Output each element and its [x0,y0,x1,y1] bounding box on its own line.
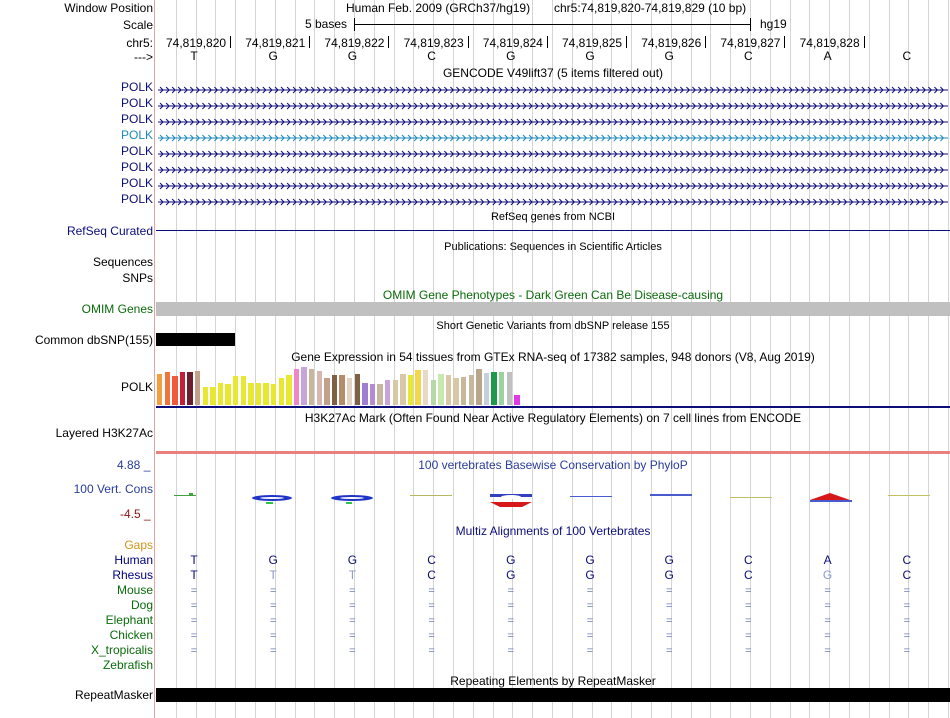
gencode-transcript[interactable] [158,179,948,187]
multiz-base: = [903,630,911,642]
repeatmasker-feature-bar[interactable] [156,688,950,702]
multiz-base: = [269,615,277,627]
multiz-base: C [744,553,753,567]
gtex-tissue-bar[interactable] [187,372,192,405]
coordinate-label[interactable]: 74,819,822 [324,36,385,50]
gencode-gene-label[interactable]: POLK [120,128,153,142]
multiz-base: G [664,553,674,567]
coordinate-label[interactable]: 74,819,825 [562,36,623,50]
gtex-gene-model-line [156,406,950,408]
base-letter: T [190,49,198,63]
gtex-tissue-bar[interactable] [385,380,390,405]
gtex-tissue-bar[interactable] [241,376,246,405]
coordinate-label[interactable]: 74,819,824 [482,36,543,50]
base-letter: G [268,49,278,63]
coordinate-label[interactable]: 74,819,827 [720,36,781,50]
multiz-base: = [745,630,752,642]
base-letter: C [427,49,436,63]
gtex-tissue-bar[interactable] [438,374,443,405]
gtex-tissue-bar[interactable] [491,372,496,405]
multiz-base: G [585,568,595,582]
multiz-base: = [665,630,673,642]
dbsnp-variant-bar[interactable] [156,333,235,346]
gencode-gene-label[interactable]: POLK [120,80,153,94]
multiz-base: T [269,568,277,582]
conservation-logo [156,485,950,511]
omim-label[interactable]: OMIM Genes [81,302,153,316]
multiz-base: C [902,553,912,567]
multiz-base: = [586,645,594,657]
multiz-species-label[interactable]: Dog [130,598,153,612]
gtex-tissue-bar[interactable] [423,370,428,405]
multiz-base: = [507,585,515,597]
scale-bar-left-tick [354,18,355,31]
gtex-tissue-bar[interactable] [157,374,162,405]
coordinate-label[interactable]: 74,819,820 [166,36,227,50]
gtex-gene-label[interactable]: POLK [120,380,153,394]
strand-label: ---> [134,50,153,64]
coordinate-tick [705,36,706,48]
multiz-species-label[interactable]: Zebrafish [102,658,153,672]
h3k27ac-label[interactable]: Layered H3K27Ac [55,426,153,440]
gencode-gene-label[interactable]: POLK [120,176,153,190]
gtex-tissue-bar[interactable] [210,387,215,405]
multiz-base: = [428,630,435,642]
multiz-base: = [824,645,831,657]
multiz-base: T [190,568,198,582]
assembly-text[interactable]: Human Feb. 2009 (GRCh37/hg19) [346,1,531,15]
repeatmasker-label[interactable]: RepeatMasker [74,688,153,702]
gencode-transcript[interactable] [158,115,948,123]
coordinate-tick [864,36,865,48]
publications-track-title[interactable]: Publications: Sequences in Scientific Articles [444,241,662,253]
gtex-track-title[interactable]: Gene Expression in 54 tissues from GTEx RNA-seq of 17382 samples, 948 donors (V8, Aug 2019) [291,350,815,364]
multiz-base: G [506,553,516,567]
multiz-track-title[interactable]: Multiz Alignments of 100 Vertebrates [455,524,651,538]
gencode-gene-label[interactable]: POLK [120,112,153,126]
h3k27ac-track-title[interactable]: H3K27Ac Mark (Often Found Near Active Regulatory Elements) on 7 cell lines from ENCODE [304,411,802,425]
multiz-base: = [428,585,435,597]
gencode-gene-label[interactable]: POLK [120,160,153,174]
gtex-tissue-bar[interactable] [218,383,223,405]
gencode-transcript[interactable] [158,131,948,139]
base-letter: G [664,49,674,63]
gaps-label[interactable]: Gaps [124,538,153,552]
gtex-tissue-bar[interactable] [408,375,413,405]
multiz-base: T [190,553,198,567]
gtex-tissue-bar[interactable] [393,380,398,405]
coordinate-label[interactable]: 74,819,828 [799,36,860,50]
conservation-ymax: 4.88 _ [117,458,151,472]
gtex-tissue-bar[interactable] [370,384,375,405]
multiz-species-label[interactable]: Elephant [105,613,153,627]
coordinate-label[interactable]: 74,819,821 [245,36,306,50]
multiz-base: = [586,600,594,612]
gtex-tissue-bar[interactable] [324,378,329,405]
scale-text: 5 bases [305,17,348,31]
multiz-base: = [428,615,435,627]
scale-db: hg19 [760,17,787,31]
multiz-base: = [903,615,911,627]
gtex-tissue-bar[interactable] [484,373,489,405]
gtex-tissue-bar[interactable] [377,384,382,405]
coordinate-tick [230,36,231,48]
multiz-base: = [665,600,673,612]
multiz-base: G [664,568,674,582]
multiz-base: = [190,600,198,612]
multiz-base: = [428,645,435,657]
gtex-tissue-bar[interactable] [248,383,253,405]
gencode-transcript[interactable] [158,83,948,91]
gencode-track-title[interactable]: GENCODE V49lift37 (5 items filtered out) [442,66,664,80]
gtex-tissue-bar[interactable] [195,371,200,405]
multiz-base: = [507,630,515,642]
refseq-label[interactable]: RefSeq Curated [66,224,153,238]
gencode-transcript[interactable] [158,163,948,171]
multiz-base: = [269,630,277,642]
coordinate-tick [626,36,627,48]
multiz-base: = [903,645,911,657]
window-position-label: Window Position [64,1,153,15]
gencode-gene-label[interactable]: POLK [120,192,153,206]
gencode-gene-label[interactable]: POLK [120,144,153,158]
gtex-tissue-bar[interactable] [301,367,306,405]
snps-label[interactable]: SNPs [122,271,153,285]
gtex-tissue-bar[interactable] [400,374,405,405]
gtex-tissue-bar[interactable] [469,375,474,405]
omim-track-title[interactable]: OMIM Gene Phenotypes - Dark Green Can Be Disease-causing [382,288,724,302]
base-letter: A [823,49,832,63]
multiz-base: = [586,630,594,642]
multiz-base: = [824,600,831,612]
dbsnp-label[interactable]: Common dbSNP(155) [34,333,153,347]
gtex-tissue-bar[interactable] [499,372,504,405]
base-letter: G [585,49,595,63]
scale-bar-right-tick [750,18,751,31]
scale-label: Scale [122,18,153,32]
multiz-base: = [349,585,356,597]
multiz-base: = [190,615,198,627]
multiz-base: = [507,645,515,657]
multiz-base: = [428,600,435,612]
gtex-tissue-bar[interactable] [180,372,185,405]
repeatmasker-track-title[interactable]: Repeating Elements by RepeatMasker [450,674,656,688]
gtex-tissue-bar[interactable] [203,387,208,405]
conservation-ymin: -4.5 _ [120,507,151,521]
multiz-base: = [349,615,356,627]
coordinate-tick [388,36,389,48]
coordinate-tick [468,36,469,48]
gtex-tissue-bar[interactable] [362,383,367,405]
base-letter: G [347,49,358,63]
multiz-base: = [507,615,515,627]
multiz-base: C [744,568,753,582]
gtex-tissue-bar[interactable] [507,372,512,405]
gencode-transcript[interactable] [158,99,948,107]
base-letter: C [902,49,912,63]
multiz-base: G [822,568,833,582]
multiz-base: = [903,600,911,612]
refseq-track-title[interactable]: RefSeq genes from NCBI [490,211,616,223]
gtex-tissue-bar[interactable] [446,375,451,405]
multiz-base: = [269,600,277,612]
dbsnp-track-title[interactable]: Short Genetic Variants from dbSNP release 155 [436,320,670,332]
gtex-tissue-bar[interactable] [225,384,230,405]
refseq-gene-line[interactable] [156,230,950,231]
multiz-species-label[interactable]: Human [114,553,153,567]
multiz-base: = [190,645,198,657]
gtex-tissue-bar[interactable] [332,375,337,405]
gtex-tissue-bar[interactable] [514,395,519,405]
gtex-tissue-bar[interactable] [339,375,344,405]
chrom-label: chr5: [126,36,153,50]
gtex-tissue-bar[interactable] [294,369,299,405]
h3k27ac-signal-band [156,451,950,454]
base-letter: C [744,49,753,63]
gencode-gene-label[interactable]: POLK [120,96,153,110]
multiz-base: C [427,568,436,582]
label-separator [154,0,155,718]
multiz-base: = [269,585,277,597]
multiz-base: A [823,553,832,567]
multiz-base: = [903,585,911,597]
multiz-base: = [824,615,831,627]
multiz-base: T [348,568,357,582]
sequences-label[interactable]: Sequences [92,255,153,269]
base-letter: G [506,49,516,63]
multiz-base: = [586,615,594,627]
conservation-track-title[interactable]: 100 vertebrates Basewise Conservation by PhyloP [418,458,688,472]
omim-feature-bar[interactable] [156,302,950,316]
position-text[interactable]: chr5:74,819,820-74,819,829 (10 bp) [554,1,747,15]
multiz-base: = [665,645,673,657]
multiz-base: = [349,630,356,642]
gtex-tissue-bar[interactable] [415,370,420,405]
multiz-base: C [902,568,912,582]
conservation-label[interactable]: 100 Vert. Cons [73,482,153,496]
multiz-base: = [665,615,673,627]
coordinate-tick [784,36,785,48]
multiz-base: G [268,553,278,567]
gtex-tissue-bar[interactable] [279,378,284,405]
multiz-base: = [507,600,515,612]
multiz-base: C [427,553,436,567]
coordinate-label[interactable]: 74,819,823 [403,36,464,50]
gtex-tissue-bar[interactable] [233,376,238,405]
gtex-tissue-bar[interactable] [263,383,268,405]
coordinate-tick [309,36,310,48]
coordinate-label[interactable]: 74,819,826 [641,36,702,50]
multiz-base: = [665,585,673,597]
gencode-transcript[interactable] [158,195,948,203]
multiz-base: = [269,645,277,657]
multiz-base: = [745,645,752,657]
multiz-species-label[interactable]: Chicken [109,628,153,642]
multiz-base: = [349,645,356,657]
gtex-tissue-bar[interactable] [317,371,322,405]
multiz-base: G [506,568,516,582]
gtex-tissue-bar[interactable] [271,384,276,405]
multiz-base: = [190,585,198,597]
multiz-base: = [190,630,198,642]
multiz-species-label[interactable]: Rhesus [112,568,153,582]
multiz-base: G [347,553,358,567]
multiz-species-label[interactable]: X_tropicalis [90,643,153,657]
coordinate-tick [547,36,548,48]
gtex-tissue-bar[interactable] [461,377,466,405]
multiz-base: = [745,585,752,597]
multiz-species-label[interactable]: Mouse [116,583,153,597]
multiz-base: G [585,553,595,567]
gtex-tissue-bar[interactable] [165,372,170,405]
gtex-tissue-bar[interactable] [172,376,177,405]
multiz-base: = [824,630,831,642]
multiz-base: = [586,585,594,597]
gencode-transcript[interactable] [158,147,948,155]
multiz-base: = [745,615,752,627]
gtex-tissue-bar[interactable] [355,374,360,405]
gtex-tissue-bar[interactable] [347,378,352,405]
gtex-tissue-bar[interactable] [431,380,436,405]
scale-bar [354,24,751,25]
multiz-base: = [824,585,831,597]
multiz-base: = [745,600,752,612]
multiz-base: = [349,600,356,612]
gtex-tissue-bar[interactable] [256,383,261,405]
gtex-tissue-bar[interactable] [309,369,314,405]
gtex-tissue-bar[interactable] [453,378,458,405]
gtex-tissue-bar[interactable] [286,375,291,405]
gtex-tissue-bar[interactable] [476,369,481,405]
